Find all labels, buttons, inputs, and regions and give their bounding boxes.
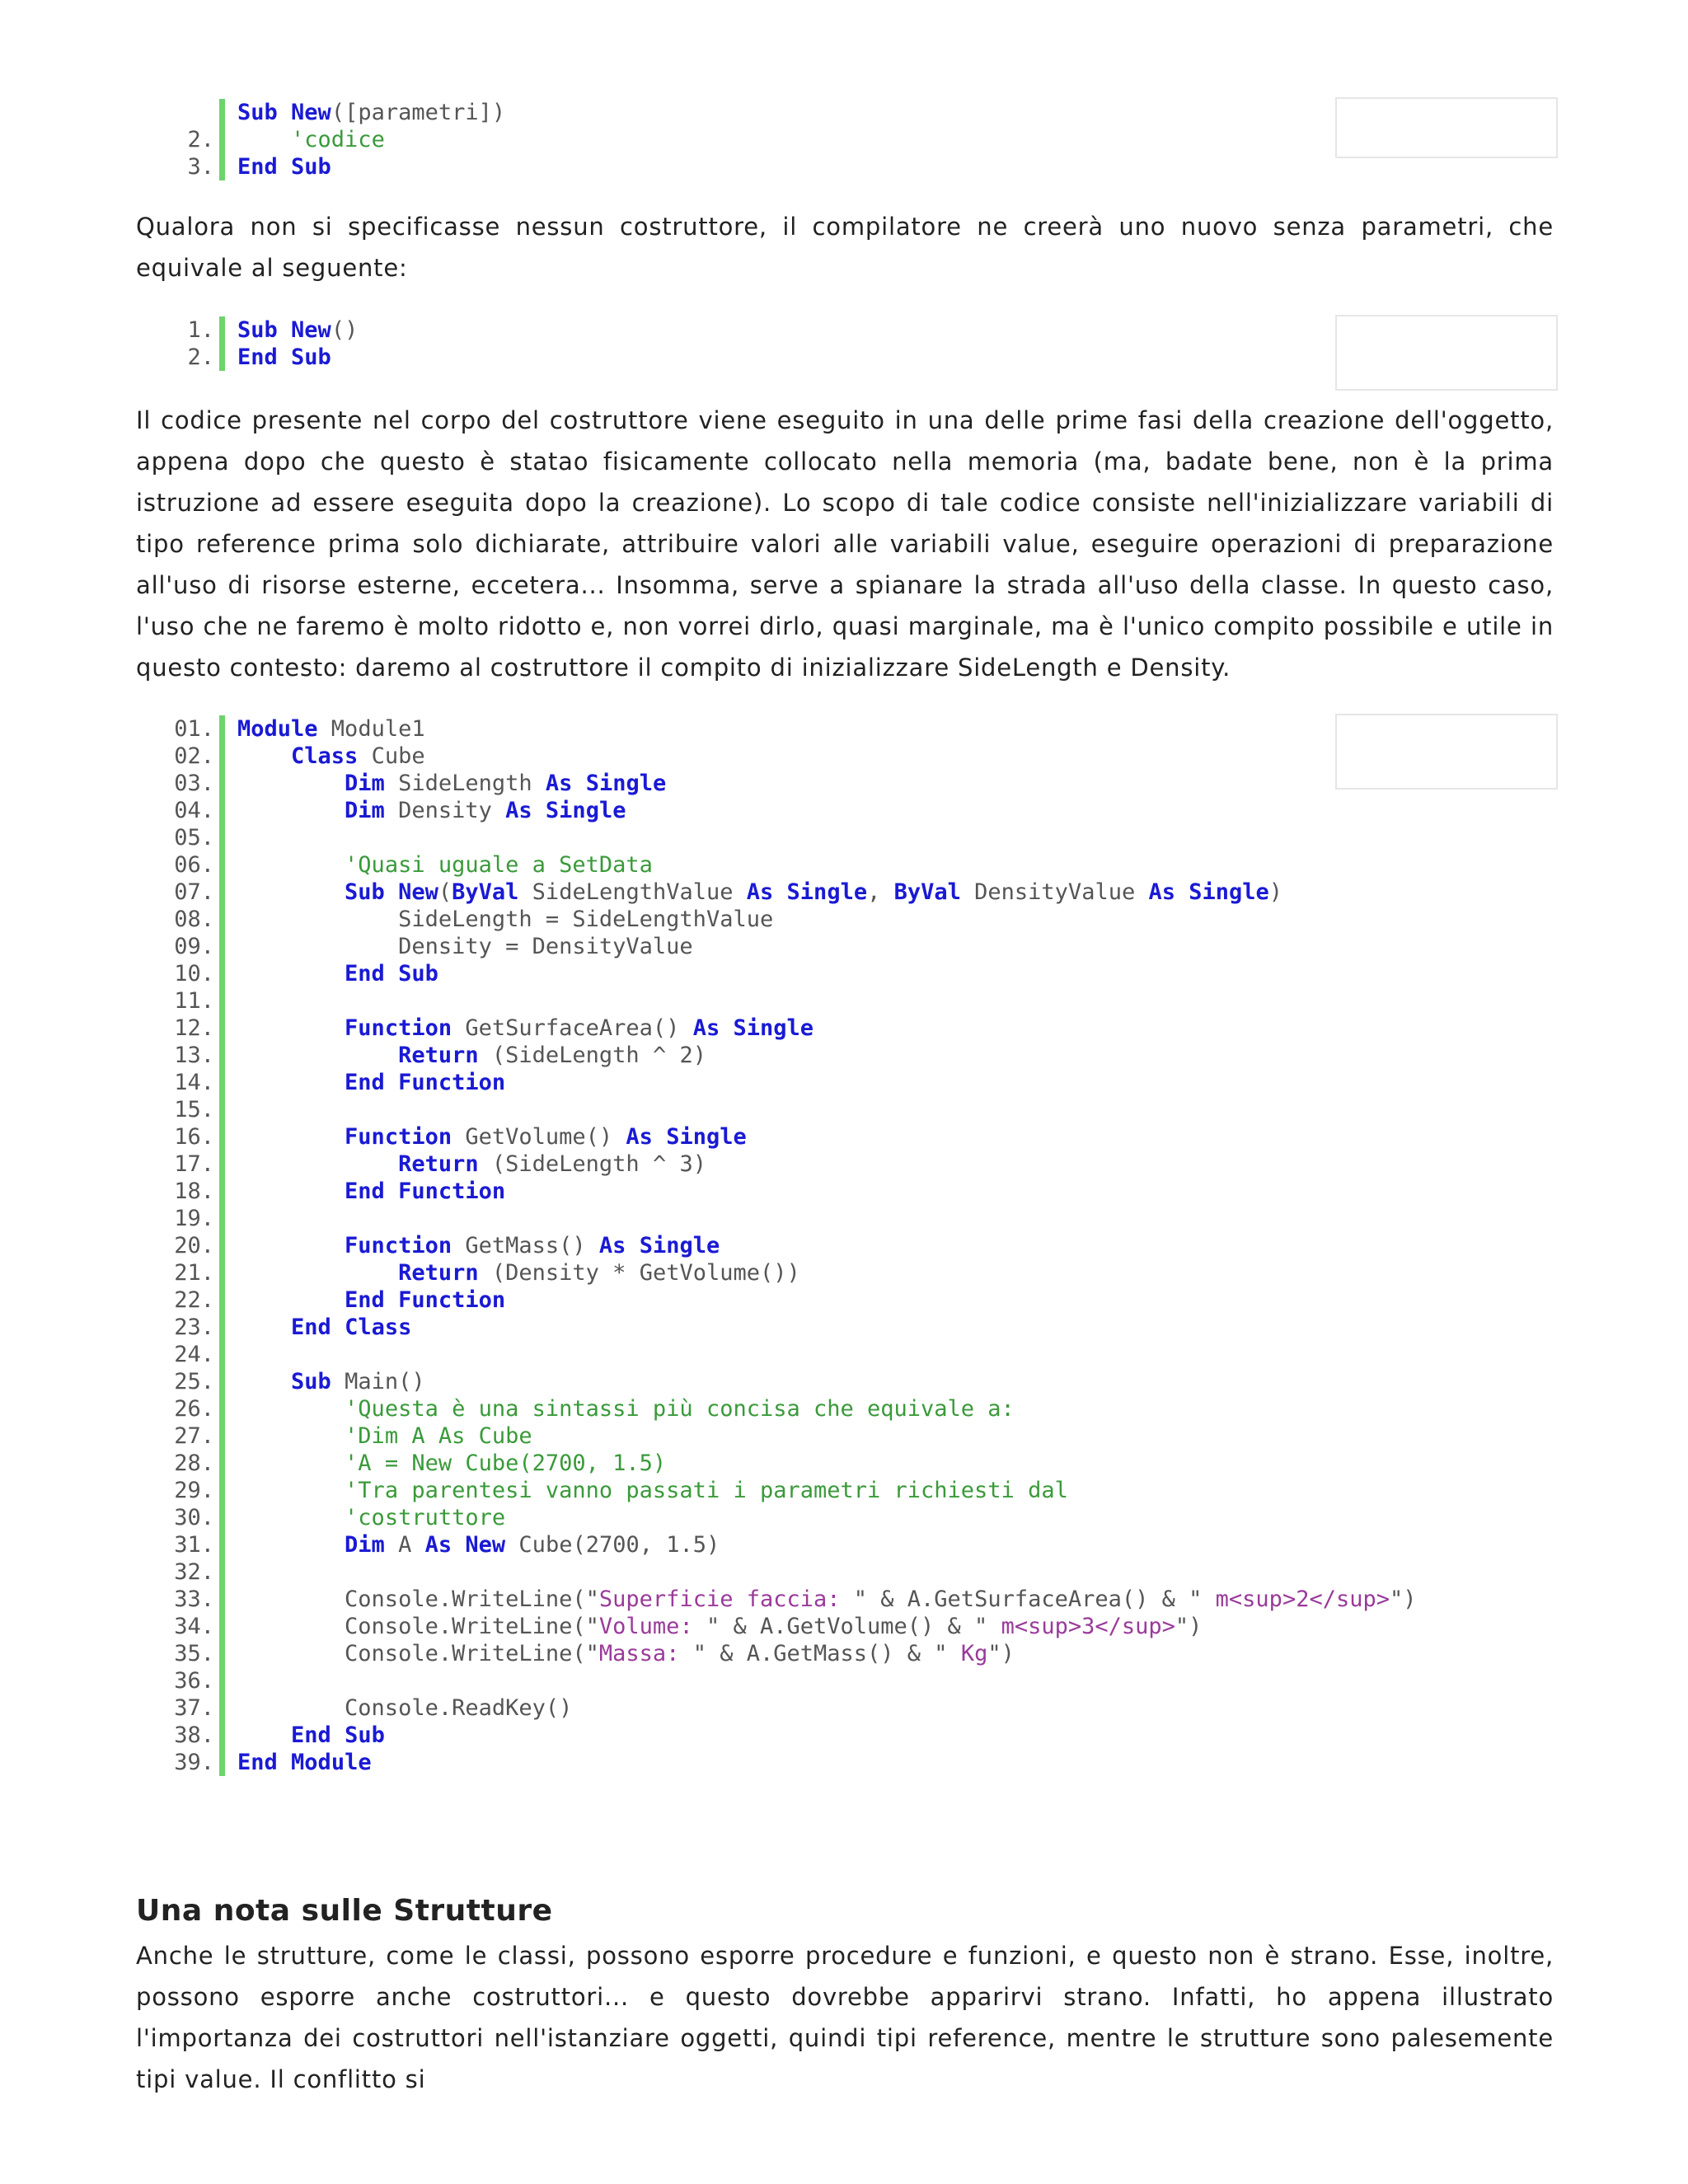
code-text [237,879,1282,906]
code-string: Massa: [598,1641,693,1666]
code-keyword: End [345,1179,385,1204]
code-token [237,743,291,769]
code-keyword: Function [345,1124,452,1150]
line-number: 07. [174,879,214,905]
code-text [237,126,385,153]
gutter-bar [219,1314,225,1341]
code-keyword: Single [1189,879,1269,905]
line-number: 03. [174,771,214,796]
line-number: 11. [174,988,214,1014]
code-token: Module1 [317,716,425,742]
gutter-bar [219,851,225,879]
code-token: ") [1389,1586,1417,1612]
line-number: 34. [174,1614,214,1639]
line-number: 33. [174,1586,214,1612]
code-text [237,1232,720,1259]
gutter-bar [219,933,225,960]
code-token [237,771,345,796]
code-token [331,1315,345,1340]
code-token [237,1423,345,1449]
code-keyword: Single [639,1233,720,1258]
code-string: Volume: [598,1614,706,1639]
code-token: , [867,879,894,905]
gutter-bar [219,1722,225,1749]
line-number: 2. [187,127,214,152]
line-number: 28. [174,1451,214,1476]
code-toolbar-box-2 [1335,315,1558,391]
code-toolbar-box-1 [1335,97,1558,158]
code-keyword: New [291,317,331,343]
code-token [237,798,345,823]
code-keyword: End [291,1315,331,1340]
gutter-bar [219,1341,225,1368]
code-text [237,1504,505,1531]
code-string: m<sup>2</sup> [1202,1586,1390,1612]
gutter-bar [219,770,225,797]
gutter-bar [219,1368,225,1395]
code-token: () [331,317,359,343]
code-keyword: Sub [237,100,278,125]
code-keyword: Single [545,798,626,823]
line-number: 2. [187,344,214,370]
gutter-bar [219,879,225,906]
code-keyword: Function [398,1179,506,1204]
code-token [237,1043,398,1068]
code-toolbar-box-3 [1335,714,1558,790]
code-text [237,1259,800,1286]
section-heading: Una nota sulle Strutture [136,1894,553,1928]
gutter-bar [219,1504,225,1531]
code-token: A [384,1532,425,1558]
line-number: 30. [174,1505,214,1530]
code-token: GetMass() [452,1233,599,1258]
gutter-bar [219,153,225,180]
code-token [237,1124,345,1150]
code-string: Superficie faccia: [598,1586,854,1612]
gutter-bar [219,797,225,824]
code-keyword: Function [345,1233,452,1258]
code-text [237,344,331,371]
code-keyword: Single [666,1124,747,1150]
code-keyword: Sub [291,154,331,180]
line-number: 04. [174,798,214,823]
code-keyword: Function [398,1070,506,1095]
code-text [237,1015,814,1042]
code-token [237,1396,345,1422]
code-text [237,1151,706,1178]
gutter-bar [219,1422,225,1450]
code-token: Console.WriteLine(" [237,1641,599,1666]
code-token: SideLengthValue [518,879,747,905]
line-number: 32. [174,1559,214,1585]
line-number: 14. [174,1070,214,1095]
code-token [626,1233,639,1258]
code-keyword: Function [398,1287,506,1313]
code-token: (SideLength ^ 3) [478,1151,706,1177]
line-number: 15. [174,1097,214,1122]
code-keyword: New [291,100,331,125]
code-text [237,1042,706,1069]
code-keyword: Single [733,1015,814,1041]
paragraph-1: Qualora non si specificasse nessun costruttore, il compilatore ne creerà uno nuovo senza parametri, che equivale al seguente: [136,213,1554,282]
code-keyword: Sub [291,344,331,370]
code-keyword: Sub [291,1369,331,1394]
code-comment: 'Tra parentesi vanno passati i parametri richiesti dal [345,1478,1068,1503]
line-number: 22. [174,1287,214,1313]
code-token: " & A.GetSurfaceArea() & " [853,1586,1203,1612]
code-token: Density = DensityValue [237,934,693,959]
gutter-bar [219,1069,225,1096]
gutter-bar [219,126,225,153]
gutter-bar [219,1477,225,1504]
code-token: (SideLength ^ 2) [478,1043,706,1068]
code-token [237,1532,345,1558]
code-text [237,797,626,824]
code-text [237,1477,1068,1504]
code-comment: 'codice [291,127,385,152]
code-token: Cube [358,743,425,769]
code-token: Console.ReadKey() [237,1695,573,1721]
code-token [237,1151,398,1177]
gutter-bar [219,1586,225,1613]
code-token: SideLength [384,771,546,796]
code-token [237,1260,398,1286]
code-text [237,715,425,743]
code-token [237,1722,291,1748]
code-token [237,1505,345,1530]
gutter-bar [219,743,225,770]
code-token: Main() [331,1369,425,1394]
line-number: 35. [174,1641,214,1666]
gutter-bar [219,1042,225,1069]
code-keyword: Return [398,1043,479,1068]
code-text [237,743,425,770]
code-token [278,1750,291,1775]
line-number: 01. [174,716,214,742]
code-keyword: End [291,1722,331,1748]
gutter-bar [219,1531,225,1558]
code-keyword: Sub [237,317,278,343]
code-token [385,1070,398,1095]
code-token [237,1233,345,1258]
line-number: 36. [174,1668,214,1694]
code-token [237,1179,345,1204]
code-token [237,1478,345,1503]
line-number: 08. [174,907,214,932]
code-keyword: As [626,1124,653,1150]
code-keyword: ByVal [893,879,961,905]
code-keyword: Single [786,879,868,905]
code-text [237,1531,720,1558]
code-keyword: New [465,1532,506,1558]
line-number: 21. [174,1260,214,1286]
code-token [773,879,786,905]
line-number: 19. [174,1206,214,1231]
code-token [237,1451,345,1476]
code-token [237,1070,345,1095]
code-token [385,961,398,987]
code-keyword: Module [291,1750,372,1775]
line-number: 27. [174,1423,214,1449]
code-token [1175,879,1189,905]
code-text [237,1422,532,1450]
line-number: 05. [174,825,214,851]
code-text [237,960,438,987]
code-token [653,1124,666,1150]
gutter-bar [219,1749,225,1776]
gutter-bar [219,1667,225,1694]
code-token: DensityValue [960,879,1149,905]
code-comment: 'costruttore [345,1505,506,1530]
code-text [237,851,653,879]
code-token [237,1015,345,1041]
line-number: 12. [174,1015,214,1041]
gutter-bar [219,1205,225,1232]
gutter-bar [219,1395,225,1422]
line-number: 02. [174,743,214,769]
code-keyword: As [1148,879,1175,905]
code-token [385,879,398,905]
code-token [278,317,291,343]
code-token [237,1369,291,1394]
code-keyword: Dim [345,798,385,823]
gutter-bar [219,316,225,344]
code-text [237,1749,372,1776]
code-text [237,1314,411,1341]
code-text [237,316,358,344]
code-keyword: Return [398,1151,479,1177]
code-token: (Density * GetVolume()) [478,1260,800,1286]
line-number: 3. [187,154,214,180]
gutter-bar [219,1096,225,1123]
code-string: m<sup>3</sup> [987,1614,1175,1639]
code-token: " & A.GetVolume() & " [706,1614,988,1639]
code-keyword: As [424,1532,452,1558]
gutter-bar [219,1151,225,1178]
code-token: " & A.GetMass() & " [692,1641,948,1666]
code-token [237,879,345,905]
code-keyword: End [237,1750,278,1775]
line-number: 09. [174,934,214,959]
code-keyword: End [345,1070,385,1095]
code-keyword: Single [585,771,667,796]
line-number: 38. [174,1722,214,1748]
gutter-bar [219,1123,225,1151]
code-keyword: As [692,1015,720,1041]
line-number: 39. [174,1750,214,1775]
code-text [237,1395,1015,1422]
code-token [331,1722,345,1748]
line-number: 10. [174,961,214,987]
code-text [237,1286,505,1314]
code-keyword: End [237,344,278,370]
code-token: Cube(2700, 1.5) [505,1532,720,1558]
code-keyword: As [746,879,774,905]
code-token: Console.WriteLine(" [237,1586,599,1612]
code-keyword: Class [291,743,359,769]
code-token [452,1532,465,1558]
code-keyword: End [237,154,278,180]
gutter-bar [219,1613,225,1640]
code-token [237,852,345,878]
line-number: 1. [187,317,214,343]
code-text [237,1586,1417,1613]
gutter-bar [219,960,225,987]
code-token: SideLength = SideLengthValue [237,907,774,932]
code-text [237,1450,666,1477]
line-number: 23. [174,1315,214,1340]
gutter-bar [219,99,225,126]
code-token [532,798,546,823]
line-number: 24. [174,1342,214,1367]
code-keyword: End [345,1287,385,1313]
code-text [237,153,331,180]
gutter-bar [219,1640,225,1667]
code-token [237,961,345,987]
code-token: Density [384,798,506,823]
line-number: 13. [174,1043,214,1068]
line-number: 26. [174,1396,214,1422]
code-token [237,127,291,152]
code-token [720,1015,733,1041]
line-number: 37. [174,1695,214,1721]
line-number: 31. [174,1532,214,1558]
paragraph-2: Il codice presente nel corpo del costruttore viene eseguito in una delle prime fasi della creazione dell'oggetto, appena dopo che questo è statao fisicamente collocato nella memoria (ma, badate bene, non è la prima istruzione ad essere eseguita dopo la creazione). Lo scopo di tale codice consiste nell'inizializzare variabili di tipo reference prima solo dichiarate, attribuire valori alle variabili value, eseguire operazioni di preparazione all'uso di risorse esterne, eccetera... Insomma, serve a spianare la strada all'uso della classe. In questo caso, l'uso che ne faremo è molto ridotto e, non vorrei dirlo, quasi marginale, ma è l'unico compito possibile e utile in questo contesto: daremo al costruttore il compito di inizializzare SideLength e Density. [136,406,1554,682]
code-string: Kg [947,1641,988,1666]
line-number: 18. [174,1179,214,1204]
code-token [237,1287,345,1313]
code-keyword: Class [345,1315,412,1340]
code-text [237,1694,572,1722]
code-token: GetVolume() [452,1124,626,1150]
code-text [237,1613,1202,1640]
code-token [385,1179,398,1204]
line-number: 29. [174,1478,214,1503]
gutter-bar [219,1694,225,1722]
paragraph-3: Anche le strutture, come le classi, possono esporre procedure e funzioni, e questo non è strano. Esse, inoltre, possono esporre anche costruttori... e questo dovrebbe apparirvi strano. Infatti, ho appena illustrato l'importanza dei costruttori nell'istanziare oggetti, quindi tipi reference, mentre le strutture sono palesemente tipi value. Il conflitto si [136,1942,1554,2093]
code-keyword: New [398,879,438,905]
code-keyword: Dim [345,1532,385,1558]
code-keyword: Sub [398,961,438,987]
gutter-bar [219,1450,225,1477]
gutter-bar [219,1286,225,1314]
code-token: GetSurfaceArea() [452,1015,693,1041]
code-token: ([parametri]) [331,100,506,125]
code-token [278,100,291,125]
code-token: Console.WriteLine(" [237,1614,599,1639]
code-comment: 'A = New Cube(2700, 1.5) [345,1451,667,1476]
code-text [237,933,693,960]
code-token [278,154,291,180]
code-keyword: Sub [345,1722,385,1748]
gutter-bar [219,344,225,371]
code-text [237,1640,1015,1667]
gutter-bar [219,1178,225,1205]
gutter-bar [219,906,225,933]
code-token [237,1315,291,1340]
code-keyword: As [598,1233,626,1258]
gutter-bar [219,1259,225,1286]
line-number: 20. [174,1233,214,1258]
code-keyword: ByVal [452,879,519,905]
code-text [237,1722,385,1749]
code-token: ") [1175,1614,1203,1639]
line-number: 06. [174,852,214,878]
code-token: ") [987,1641,1015,1666]
code-text [237,770,666,797]
code-keyword: As [545,771,573,796]
code-text [237,99,505,126]
code-keyword: Function [345,1015,452,1041]
code-text [237,1069,505,1096]
gutter-bar [219,1232,225,1259]
code-token: ) [1268,879,1283,905]
line-number: 25. [174,1369,214,1394]
code-keyword: End [345,961,385,987]
code-token: ( [438,879,452,905]
line-number: 16. [174,1124,214,1150]
line-number: 17. [174,1151,214,1177]
code-text [237,1178,505,1205]
code-keyword: Sub [345,879,385,905]
gutter-bar [219,987,225,1015]
code-keyword: Module [237,716,318,742]
code-comment: 'Dim A As Cube [345,1423,532,1449]
code-keyword: Dim [345,771,385,796]
code-text [237,1368,425,1395]
code-keyword: As [505,798,532,823]
gutter-bar [219,824,225,851]
code-text [237,1123,747,1151]
gutter-bar [219,715,225,743]
gutter-bar [219,1558,225,1586]
code-text [237,906,773,933]
code-token [385,1287,398,1313]
code-token [572,771,585,796]
code-keyword: Return [398,1260,479,1286]
code-comment: 'Quasi uguale a SetData [345,852,653,878]
code-comment: 'Questa è una sintassi più concisa che equivale a: [345,1396,1015,1422]
code-token [278,344,291,370]
gutter-bar [219,1015,225,1042]
